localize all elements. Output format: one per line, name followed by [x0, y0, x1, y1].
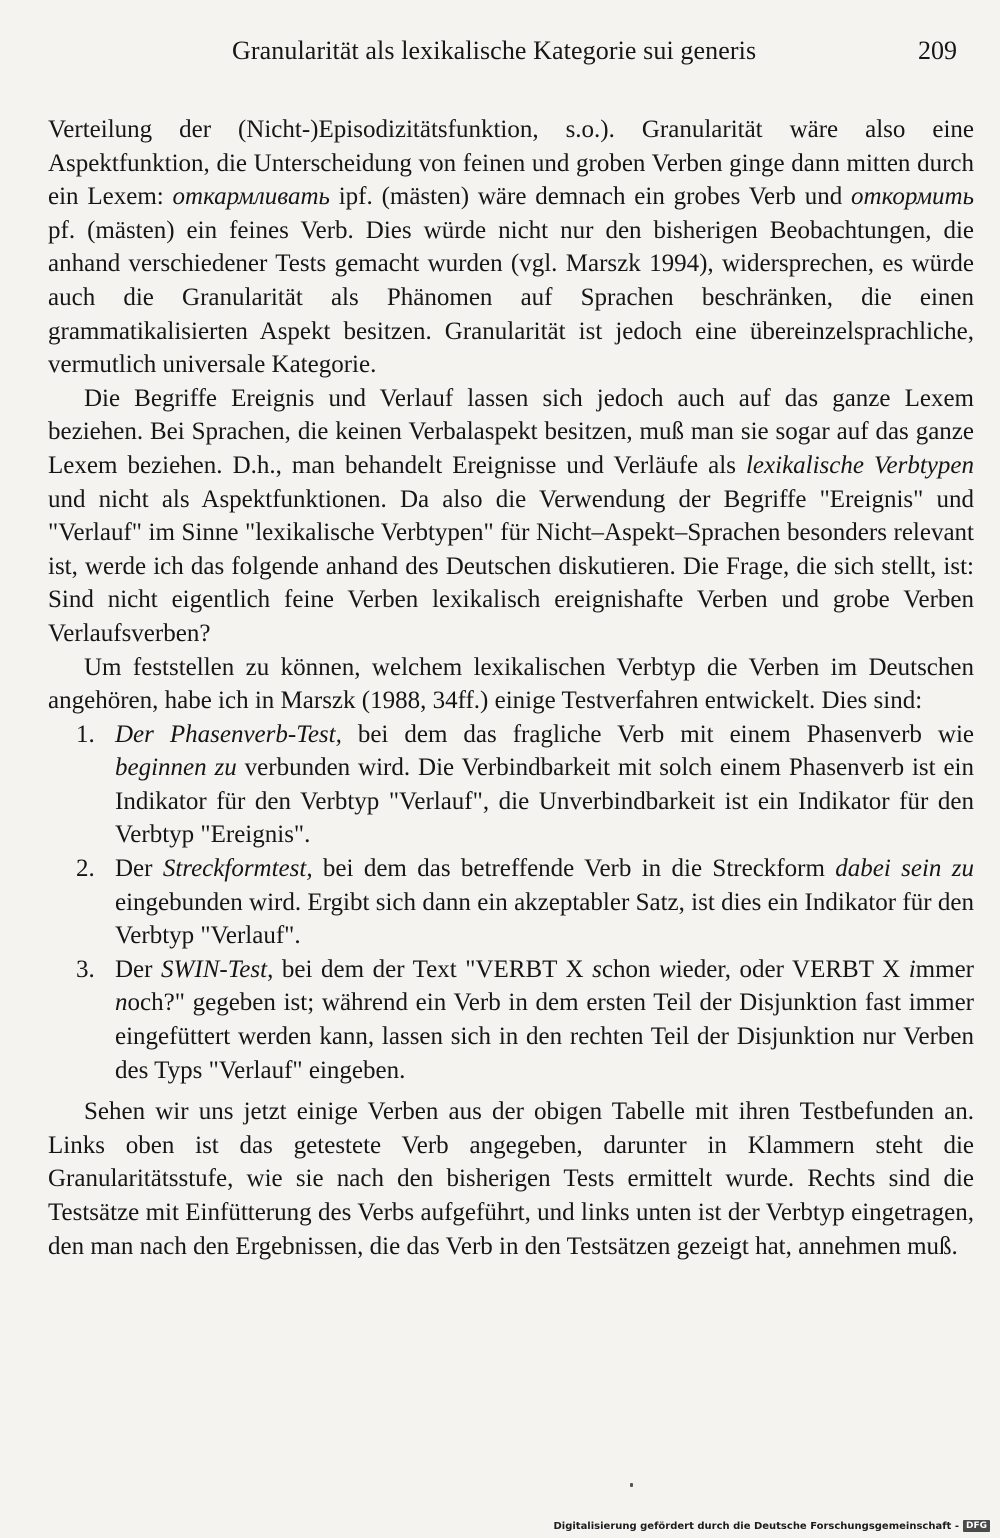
text-run: Der [115, 855, 163, 883]
footer-text: Digitalisierung gefördert durch die Deutsche Forschungsgemeinschaft - [553, 1520, 959, 1532]
text-run: pf. (mästen) ein feines Verb. Dies würde nicht nur den bisherigen Beobachtungen, die anhand verschiedener Tests gemacht wurden (vgl. Marszk 1994), widersprechen, es würde auch die Granularität als Phänomen auf Sprachen beschränken, die einen grammatikalisierten Aspekt besitzen. Granularität ist jedoch eine übereinzelsprachliche, vermutlich universale Kategorie. [48, 216, 974, 379]
text-run: Die Begriffe Ereignis und Verlauf lassen sich jedoch auch auf das ganze Lexem beziehen. Bei Sprachen, die keinen Verbalaspekt besitzen, muß man sie sogar auf das ganze Lexem beziehen. D.h., man behandelt Ereignisse und Verläufe als [48, 384, 974, 479]
italic-letter: i [908, 955, 916, 983]
italic-term: Streckformtest, [162, 855, 313, 883]
body-text [48, 113, 974, 1263]
text-run: eingebunden wird. Ergibt sich dann ein akzeptabler Satz, ist dies ein Indikator für den Verbtyp "Verlauf". [115, 888, 974, 950]
russian-verb-ipf: откармливать [172, 183, 330, 211]
paragraph-3: Um feststellen zu können, welchem lexikalischen Verbtyp die Verben im Deutschen angehören, habe ich in Marszk (1988, 34ff.) einige Testverfahren entwickelt. Dies sind: [48, 653, 974, 715]
text-run: chon [601, 955, 660, 983]
text-run: mmer [915, 955, 974, 983]
running-header-title: Granularität als lexikalische Kategorie sui generis [232, 36, 757, 65]
italic-term: SWIN-Test [161, 955, 268, 983]
list-number: 2. [76, 855, 95, 883]
text-run: ieder, oder VERBT X [675, 955, 909, 983]
italic-letter: n [115, 989, 128, 1017]
text-run: ipf. (mästen) wäre demnach ein grobes Verb und [329, 183, 852, 211]
russian-verb-pf: откормить [851, 183, 974, 211]
paragraph-1 [48, 113, 974, 382]
italic-term: lexikalische Verbtypen [745, 451, 974, 479]
paragraph-2 [48, 382, 974, 651]
italic-term: Der Phasenverb-Test, [115, 720, 342, 748]
list-item-phasenverb-test [48, 718, 974, 852]
text-run: Verteilung der (Nicht-)Episodizitätsfunktion, s.o.). Granularität wäre also eine Aspektfunktion, die Unterscheidung von feinen und groben Verben ginge dann mitten durch ein Lexem: [48, 116, 974, 211]
list-number: 1. [76, 720, 95, 748]
italic-term: beginnen zu [115, 754, 237, 782]
test-list [48, 718, 974, 1088]
text-run: und nicht als Aspektfunktionen. Da also die Verwendung der Begriffe "Ereignis" und "Verlauf" im Sinne "lexikalische Verbtypen" für Nicht–Aspekt–Sprachen besonders relevant ist, werde ich das folgende anhand des Deutschen diskutieren. Die Frage, die sich stellt, ist: Sind nicht eigentlich feine Verben lexikalisch ereignishafte Verben und grobe Verben Verlaufsverben? [48, 485, 974, 647]
italic-term: dabei sein zu [835, 855, 975, 883]
list-item-streckformtest [48, 852, 974, 953]
text-run: verbunden wird. Die Verbindbarkeit mit solch einem Phasenverb ist ein Indikator für den Verbtyp "Verlauf", die Unverbindbarkeit ist ein Indikator für den Verbtyp "Ereignis". [115, 754, 974, 849]
list-number: 3. [76, 955, 95, 983]
digitization-footer [553, 1520, 990, 1532]
text-run: , bei dem der Text "VERBT X [267, 955, 593, 983]
italic-letter: s [592, 955, 602, 983]
paragraph-4: Sehen wir uns jetzt einige Verben aus der obigen Tabelle mit ihren Testbefunden an. Links oben ist das getestete Verb angegeben, darunter in Klammern steht die Granularitätsstufe, wie sie nach den bisherigen Tests ermittelt wurde. Rechts sind die Testsätze mit Einfütterung des Verbs aufgeführt, und links unten ist der Verbtyp eingetragen, den man nach den Ergebnissen, die das Verb in den Testsätzen gezeigt hat, annehmen muß. [48, 1098, 974, 1260]
text-run: och?" gegeben ist; während ein Verb in dem ersten Teil der Disjunktion fast immer eingefüttert werden kann, lassen sich in den rechten Teil der Disjunktion nur Verben des Typs "Verlauf" eingeben. [115, 989, 974, 1084]
print-speck [630, 1483, 633, 1487]
text-run: bei dem das fragliche Verb mit einem Phasenverb wie [341, 720, 974, 748]
list-item-swin-test [48, 953, 974, 1087]
italic-letter: w [659, 955, 676, 983]
dfg-logo: DFG [963, 1520, 990, 1532]
page-number: 209 [918, 36, 957, 65]
text-run: Der [115, 955, 162, 983]
text-run: bei dem das betreffende Verb in die Streckform [312, 855, 836, 883]
